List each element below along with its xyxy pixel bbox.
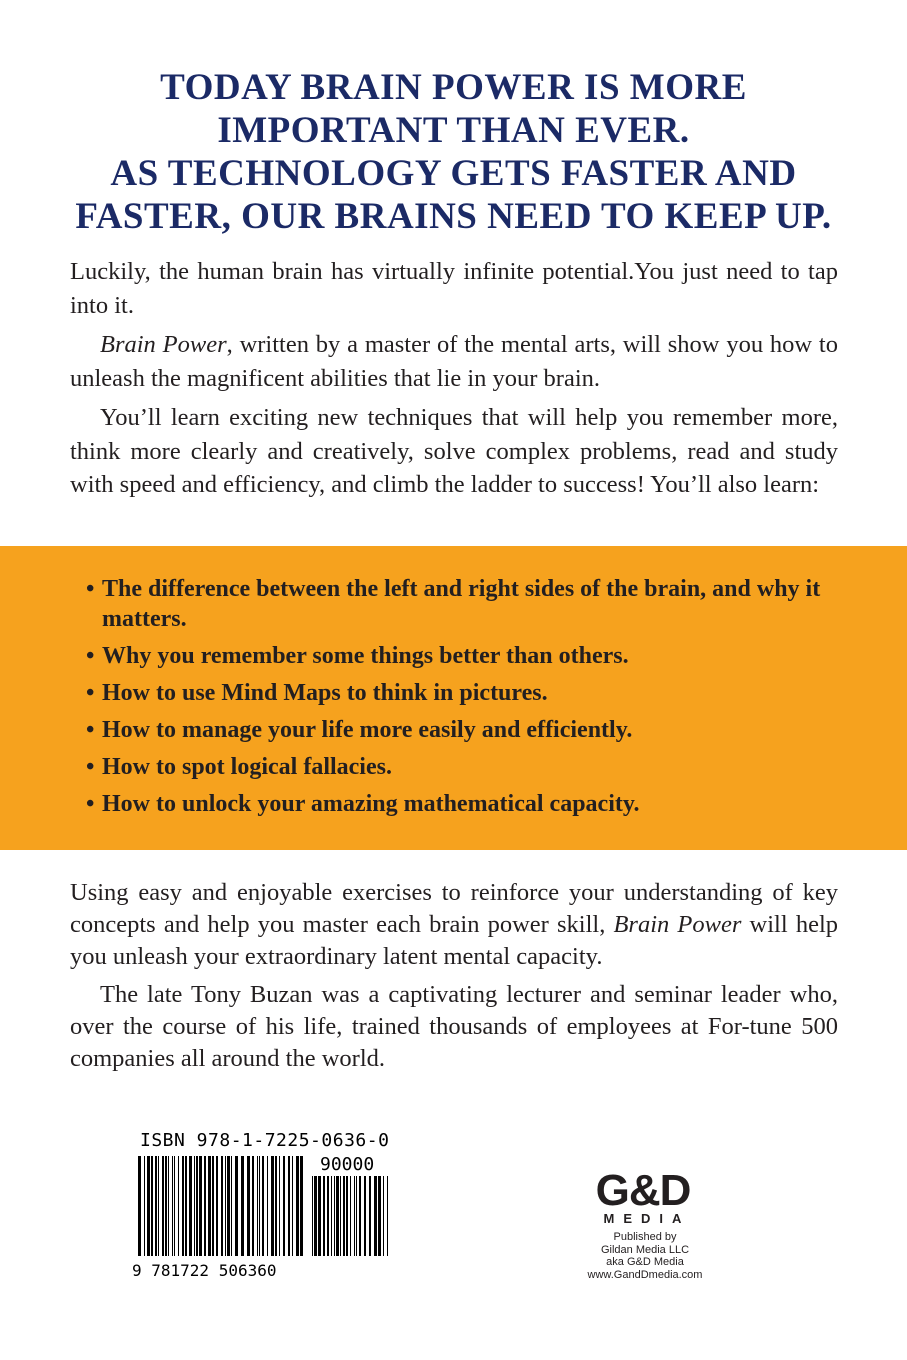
barcode-bar <box>387 1176 388 1256</box>
intro-paragraph-3: You’ll learn exciting new techniques that will help you remember more, think more clearly and creatively, solve complex problems, read and study with speed and efficiency, and climb the ladder to success! You’ll also learn: <box>70 404 838 498</box>
barcode-bar <box>369 1176 371 1256</box>
barcode-bar <box>359 1176 361 1256</box>
barcode-bar <box>216 1156 218 1256</box>
barcode-bar <box>182 1156 184 1256</box>
intro-paragraph-2 <box>70 328 838 395</box>
headline-line-1: TODAY BRAIN POWER IS MORE <box>160 67 747 108</box>
publisher-line: Gildan Media LLC <box>600 1243 690 1256</box>
barcode-bar <box>168 1156 169 1256</box>
publisher-info <box>560 1231 730 1281</box>
isbn-label: ISBN 978-1-7225-0636-0 <box>140 1130 390 1151</box>
barcode-bar <box>356 1176 357 1256</box>
barcode-bar <box>343 1176 345 1256</box>
barcode-bars <box>130 1130 395 1280</box>
headline-line-2: IMPORTANT THAN EVER. <box>217 110 690 151</box>
barcode-bar <box>178 1156 179 1256</box>
barcode-bar <box>296 1156 299 1256</box>
barcode-bar <box>318 1176 321 1256</box>
bullet-text: How to spot logical fallacies. <box>102 754 392 780</box>
bullet-text: How to use Mind Maps to think in pictures. <box>102 680 548 706</box>
barcode-bar <box>312 1176 313 1256</box>
barcode-bar <box>208 1156 211 1256</box>
barcode-bar <box>364 1176 366 1256</box>
publisher-logo <box>582 1166 704 1226</box>
bullet-dot: • <box>86 754 95 780</box>
barcode-bar <box>340 1176 341 1256</box>
barcode <box>130 1130 395 1280</box>
barcode-bar <box>300 1156 303 1256</box>
barcode-bar <box>194 1156 195 1256</box>
barcode-bar <box>155 1156 157 1256</box>
barcode-bar <box>199 1156 202 1256</box>
barcode-bar <box>354 1176 355 1256</box>
barcode-bar <box>275 1156 277 1256</box>
barcode-bar <box>172 1156 173 1256</box>
bullet-item <box>86 715 866 745</box>
barcode-bar <box>247 1156 250 1256</box>
bullet-text: Why you remember some things better than others. <box>102 643 629 669</box>
bullet-list <box>86 574 866 826</box>
barcode-bar <box>259 1156 260 1256</box>
outro-paragraph-2: The late Tony Buzan was a captivating lecturer and seminar leader who, over the course of his life, trained thousands of employees at For-tune 500 companies all around the world. <box>70 981 838 1072</box>
logo-subtitle: MEDIA <box>603 1211 691 1226</box>
bullet-item <box>86 752 866 782</box>
logo-wordmark: G&D <box>595 1166 691 1215</box>
headline-line-3: AS TECHNOLOGY GETS FASTER AND <box>110 153 797 194</box>
barcode-bar <box>138 1156 141 1256</box>
barcode-bar <box>227 1156 230 1256</box>
bullet-dot: • <box>86 576 95 602</box>
barcode-bar <box>327 1176 329 1256</box>
barcode-bar <box>257 1156 258 1256</box>
barcode-bar <box>144 1156 145 1256</box>
barcode-bar <box>189 1156 192 1256</box>
barcode-bar <box>334 1176 335 1256</box>
bullet-text: The difference between the left and right sides of the brain, and why it matters. <box>102 576 821 632</box>
price-code-label: 90000 <box>320 1154 375 1175</box>
barcode-bar <box>267 1156 268 1256</box>
bullet-dot: • <box>86 680 95 706</box>
barcode-bar <box>331 1176 332 1256</box>
barcode-bar <box>292 1156 293 1256</box>
barcode-bar <box>241 1156 244 1256</box>
barcode-bar <box>151 1156 153 1256</box>
barcode-bar <box>212 1156 214 1256</box>
outro-paragraph-1-end: will help you unleash your extraordinary latent mental capacity. <box>70 911 839 970</box>
barcode-bar <box>336 1176 339 1256</box>
intro-paragraph-2-text: , written by a master of the mental arts, will show you how to unleash the magnificent abilities that lie in your brain. <box>70 331 838 392</box>
intro-paragraph-1: Luckily, the human brain has virtually infinite potential.You just need to tap into it. <box>70 258 838 319</box>
barcode-bar <box>383 1176 384 1256</box>
barcode-bar <box>147 1156 150 1256</box>
barcode-bar <box>279 1156 280 1256</box>
barcode-bar <box>235 1156 238 1256</box>
barcode-bar <box>165 1156 167 1256</box>
bullet-item <box>86 641 866 671</box>
bullet-dot: • <box>86 791 95 817</box>
barcode-bar <box>378 1176 381 1256</box>
barcode-bar <box>374 1176 377 1256</box>
barcode-bar <box>283 1156 285 1256</box>
barcode-bar <box>225 1156 226 1256</box>
bullet-item <box>86 678 866 708</box>
outro-text <box>70 877 838 1081</box>
barcode-bar <box>262 1156 264 1256</box>
publisher-line: Published by <box>613 1231 677 1243</box>
barcode-bar <box>231 1156 232 1256</box>
barcode-bar <box>196 1156 198 1256</box>
barcode-bar <box>350 1176 351 1256</box>
headline-line-4: FASTER, OUR BRAINS NEED TO KEEP UP. <box>75 196 832 237</box>
bullet-item <box>86 789 866 819</box>
barcode-bar <box>158 1156 159 1256</box>
intro-text <box>70 255 838 508</box>
barcode-bar <box>174 1156 175 1256</box>
book-title: Brain Power <box>613 911 742 938</box>
outro-paragraph-1 <box>70 877 838 973</box>
bullet-text: How to manage your life more easily and efficiently. <box>102 717 633 743</box>
barcode-bar <box>323 1176 325 1256</box>
barcode-bar <box>252 1156 254 1256</box>
barcode-bar <box>271 1156 274 1256</box>
bullet-dot: • <box>86 643 95 669</box>
bullet-text: How to unlock your amazing mathematical capacity. <box>102 791 640 817</box>
barcode-bar <box>221 1156 223 1256</box>
barcode-bar <box>162 1156 164 1256</box>
outro-paragraph-1-start: Using easy and enjoyable exercises to reinforce your understanding of key concepts and help you master each brain power skill, <box>70 879 838 938</box>
barcode-bar <box>288 1156 290 1256</box>
book-title: Brain Power <box>100 331 227 358</box>
barcode-bar <box>346 1176 348 1256</box>
publisher-line: www.GandDmedia.com <box>587 1268 703 1281</box>
barcode-bar <box>204 1156 206 1256</box>
barcode-bar <box>314 1176 317 1256</box>
bullet-item <box>86 574 866 634</box>
barcode-bar <box>185 1156 187 1256</box>
ean-digits: 9 781722 506360 <box>132 1261 277 1280</box>
publisher-line: aka G&D Media <box>606 1256 684 1268</box>
bullet-dot: • <box>86 717 95 743</box>
headline <box>0 66 907 238</box>
